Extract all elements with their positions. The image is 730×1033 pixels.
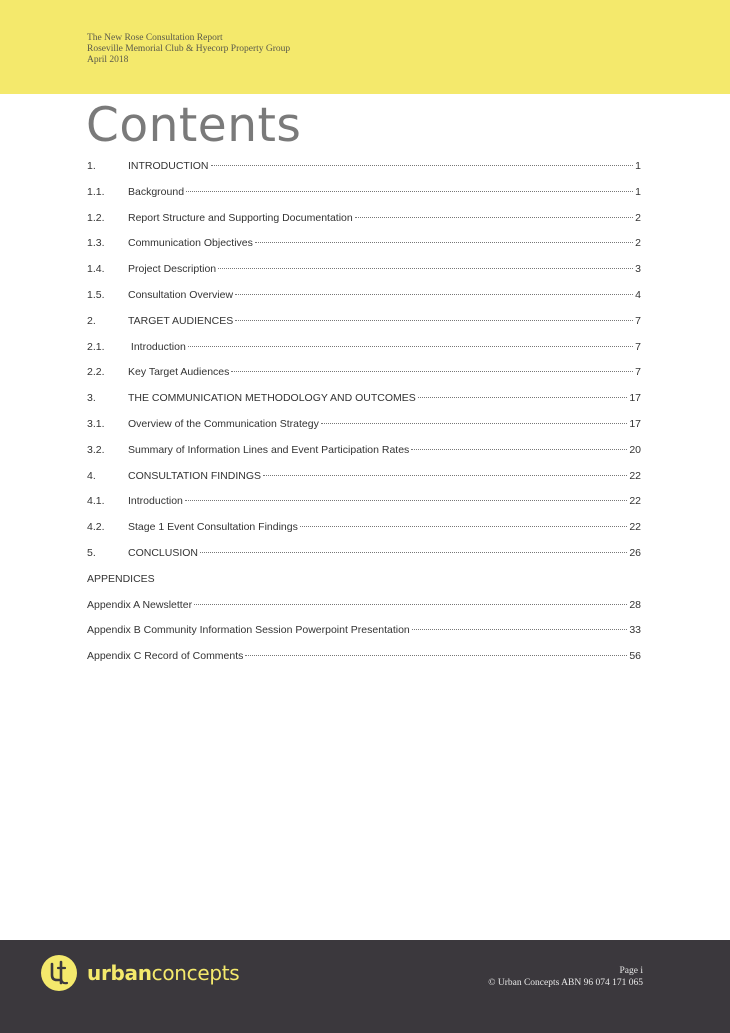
toc-entry-label: CONCLUSION <box>128 546 199 559</box>
toc-entry[interactable] <box>87 366 641 392</box>
toc-dot-leader <box>418 397 628 398</box>
toc-entry[interactable] <box>87 495 641 521</box>
toc-entry[interactable] <box>87 289 641 315</box>
toc-dot-leader <box>255 242 633 243</box>
toc-entry[interactable] <box>87 470 641 496</box>
toc-entry-page: 7 <box>635 340 641 353</box>
toc-entry-page: 22 <box>629 469 641 482</box>
logo-glyph-icon <box>41 955 77 991</box>
toc-entry[interactable] <box>87 392 641 418</box>
toc-entry-page: 3 <box>635 263 641 276</box>
toc-entry[interactable] <box>87 186 641 212</box>
toc-entry-number: 3. <box>87 392 96 405</box>
footer-info <box>488 965 643 989</box>
toc-entry-label: TARGET AUDIENCES <box>128 314 234 327</box>
toc-entry-page: 2 <box>635 211 641 224</box>
toc-entry[interactable] <box>87 315 641 341</box>
toc-entry[interactable] <box>87 547 641 573</box>
toc-entry-label: Summary of Information Lines and Event Participation Rates <box>128 443 410 456</box>
toc-entry-page: 7 <box>635 366 641 379</box>
toc-entry-page: 4 <box>635 288 641 301</box>
toc-entry-page: 1 <box>635 160 641 172</box>
toc-entry-number: 1.5. <box>87 288 105 301</box>
toc-entry-page: 22 <box>629 495 641 508</box>
page-title: Contents <box>86 98 302 153</box>
toc-entry-label: INTRODUCTION <box>128 160 209 172</box>
urban-concepts-logo <box>41 955 239 991</box>
logo-mark-icon <box>41 955 77 991</box>
toc-entry[interactable] <box>87 237 641 263</box>
toc-entry-number: 2. <box>87 314 96 327</box>
logo-wordmark <box>87 961 239 985</box>
toc-entry-page: 1 <box>635 185 641 198</box>
logo-word-concepts: concepts <box>151 961 240 985</box>
toc-entry-number: 1.1. <box>87 185 105 198</box>
toc-entry-number: 5. <box>87 546 96 559</box>
toc-dot-leader <box>231 371 633 372</box>
report-meta <box>87 33 290 66</box>
toc-dot-leader <box>412 629 628 630</box>
toc-entry-number: 4.2. <box>87 521 105 534</box>
toc-entry-number: 4. <box>87 469 96 482</box>
toc-entry[interactable] <box>87 263 641 289</box>
toc-entry-label: Introduction <box>128 340 186 353</box>
appendices-heading: APPENDICES <box>87 572 155 585</box>
toc-entry[interactable] <box>87 521 641 547</box>
toc-dot-leader <box>235 294 633 295</box>
toc-entry-page: 22 <box>629 521 641 534</box>
page-number: Page i <box>619 966 643 976</box>
toc-dot-leader <box>188 346 633 347</box>
toc-entry-number: 3.2. <box>87 443 105 456</box>
toc-entry-label: CONSULTATION FINDINGS <box>128 469 262 482</box>
toc-dot-leader <box>211 165 634 166</box>
toc-dot-leader <box>235 320 633 321</box>
table-of-contents <box>87 160 641 676</box>
toc-entry-page: 17 <box>629 417 641 430</box>
toc-entry-number: 1. <box>87 160 96 172</box>
toc-dot-leader <box>194 604 627 605</box>
toc-entry-number: 2.2. <box>87 366 105 379</box>
toc-entry-label: THE COMMUNICATION METHODOLOGY AND OUTCOMES <box>128 392 416 405</box>
toc-entry-label: Appendix A Newsletter <box>87 598 193 611</box>
toc-entry-label: Communication Objectives <box>128 237 253 250</box>
toc-entry-page: 7 <box>635 314 641 327</box>
toc-entry-page: 56 <box>629 650 641 663</box>
header-band <box>0 0 730 94</box>
toc-entry[interactable] <box>87 341 641 367</box>
copyright-notice: © Urban Concepts ABN 96 074 171 065 <box>488 978 643 988</box>
toc-entry-label: Background <box>128 185 185 198</box>
report-client: Roseville Memorial Club & Hyecorp Property Group <box>87 44 291 54</box>
toc-dot-leader <box>185 500 627 501</box>
toc-entry-page: 2 <box>635 237 641 250</box>
toc-dot-leader <box>300 526 627 527</box>
toc-entry-page: 20 <box>629 443 641 456</box>
toc-entry-number: 1.2. <box>87 211 105 224</box>
appendix-entry[interactable] <box>87 650 641 676</box>
toc-entry-label: Appendix B Community Information Session Powerpoint Presentation <box>87 624 410 637</box>
toc-dot-leader <box>263 475 627 476</box>
report-date: April 2018 <box>87 55 129 65</box>
toc-entry-label: Consultation Overview <box>128 288 234 301</box>
toc-entry-page: 17 <box>629 392 641 405</box>
toc-entry-page: 26 <box>629 546 641 559</box>
toc-dot-leader <box>411 449 627 450</box>
toc-dot-leader <box>186 191 633 192</box>
toc-dot-leader <box>200 552 627 553</box>
toc-entry-page: 28 <box>629 598 641 611</box>
toc-entry[interactable] <box>87 160 641 186</box>
toc-entry-number: 2.1. <box>87 340 105 353</box>
toc-entry-number: 4.1. <box>87 495 105 508</box>
toc-entry-number: 1.4. <box>87 263 105 276</box>
toc-dot-leader <box>355 217 633 218</box>
appendix-entry[interactable] <box>87 624 641 650</box>
toc-entry-number: 1.3. <box>87 237 105 250</box>
toc-entry-label: Appendix C Record of Comments <box>87 650 244 663</box>
toc-entry-label: Key Target Audiences <box>128 366 230 379</box>
toc-entry[interactable] <box>87 212 641 238</box>
toc-entry-number: 3.1. <box>87 417 105 430</box>
toc-entry[interactable] <box>87 444 641 470</box>
toc-entry-label: Project Description <box>128 263 217 276</box>
toc-dot-leader <box>218 268 633 269</box>
appendix-entry[interactable] <box>87 599 641 625</box>
toc-entry-label: Report Structure and Supporting Documentation <box>128 211 353 224</box>
toc-entry[interactable] <box>87 418 641 444</box>
toc-dot-leader <box>321 423 627 424</box>
toc-entry-page: 33 <box>629 624 641 637</box>
toc-dot-leader <box>245 655 627 656</box>
toc-entry-label: Overview of the Communication Strategy <box>128 417 319 430</box>
toc-entry-label: Introduction <box>128 495 183 508</box>
logo-word-urban: urban <box>87 961 152 985</box>
report-title: The New Rose Consultation Report <box>87 33 223 43</box>
toc-entry-label: Stage 1 Event Consultation Findings <box>128 521 298 534</box>
